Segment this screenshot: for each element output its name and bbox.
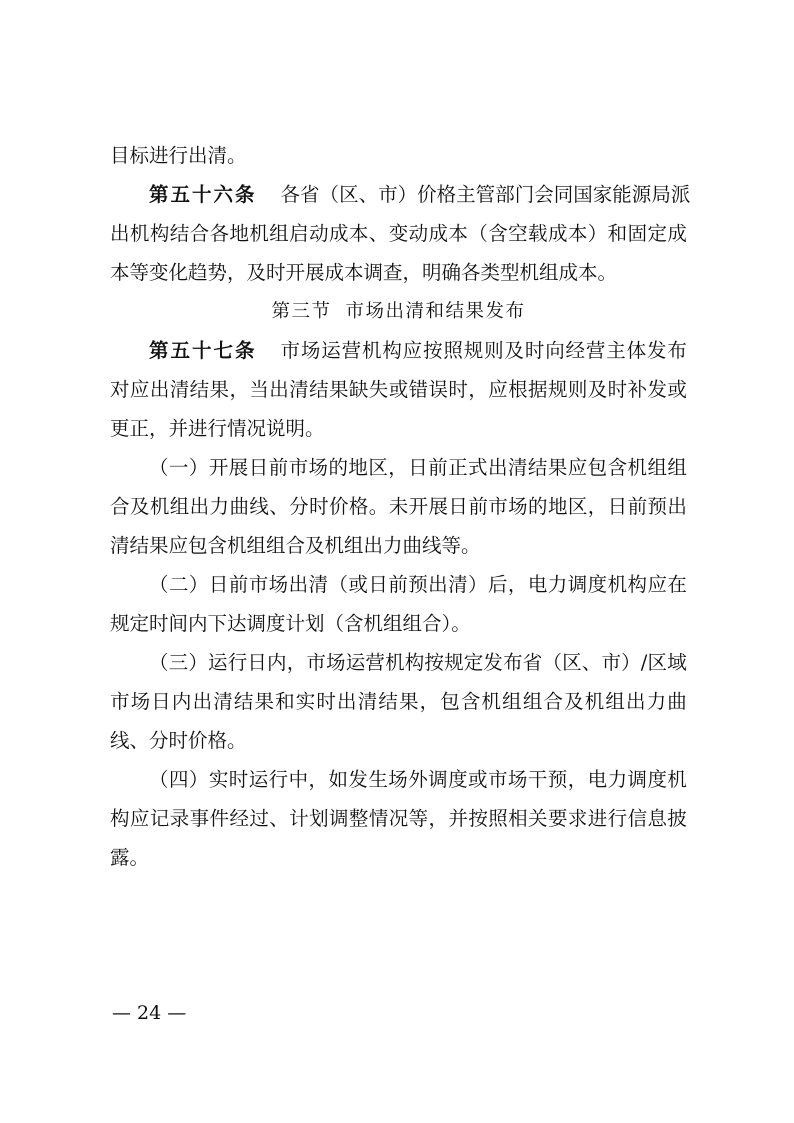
text-line: 本等变化趋势，及时开展成本调查，明确各类型机组成本。 — [110, 261, 618, 284]
article-first-line — [110, 331, 687, 370]
text-line: 各 省 （ 区 、 市 ） 价 格 主 管 部 门 会 同 国 家 能 源 局 派 — [280, 183, 691, 206]
text-line: 目标进行出清。 — [110, 144, 247, 167]
text-line: 规定时间内下达调度计划（含机组组合）。 — [110, 612, 471, 635]
article-number: 第五十六条 — [149, 183, 257, 206]
text-line: 出 机 构 结 合 各 地 机 组 启 动 成 本 、 变 动 成 本 （ 含 空 载 成 本 ） 和 固 定 成 — [110, 222, 687, 245]
text-line: （ 一 ） 开 展 日 前 市 场 的 地 区 ， 日 前 正 式 出 清 结 果 应 包 含 机 组 组 — [149, 456, 687, 479]
page-number: — 24 — — [112, 1002, 187, 1024]
text-line: 市 场 运 营 机 构 应 按 照 规 则 及 时 向 经 营 主 体 发 布 — [280, 339, 687, 362]
text-line: （ 四 ） 实 时 运 行 中 ， 如 发 生 场 外 调 度 或 市 场 干 预 ， 电 力 调 度 机 — [149, 768, 687, 791]
section-title: 市场出清和结果发布 — [345, 301, 526, 322]
text-line: 清结果应包含机组组合及机组出力曲线等。 — [110, 534, 481, 557]
article-number: 第五十七条 — [149, 339, 257, 362]
text-line: 露。 — [110, 846, 150, 869]
text-line: 市 场 日 内 出 清 结 果 和 实 时 出 清 结 果 ， 包 含 机 组 组 合 及 机 组 出 力 曲 — [110, 690, 687, 713]
section-heading — [110, 292, 687, 331]
text-line: 合 及 机 组 出 力 曲 线 、 分 时 价 格 。 未 开 展 日 前 市 场 的 地 区 ， 日 前 预 出 — [110, 495, 687, 518]
section-number: 第三节 — [271, 301, 332, 322]
text-line: 线、分时价格。 — [110, 729, 247, 752]
document-body — [110, 136, 691, 877]
text-line: 更正，并进行情况说明。 — [110, 417, 325, 440]
text-line: （ 二 ） 日 前 市 场 出 清 （ 或 日 前 预 出 清 ） 后 ， 电 力 调 度 机 构 应 在 — [149, 573, 687, 596]
text-line: 对 应 出 清 结 果 ， 当 出 清 结 果 缺 失 或 错 误 时 ， 应 根 据 规 则 及 时 补 发 或 — [110, 378, 687, 401]
text-line: 构 应 记 录 事 件 经 过 、 计 划 调 整 情 况 等 ， 并 按 照 相 关 要 求 进 行 信 息 披 — [110, 807, 687, 830]
text-line: （ 三 ） 运 行 日 内 ， 市 场 运 营 机 构 按 规 定 发 布 省 （ 区 、 市 ） / 区 域 — [149, 651, 687, 674]
article-first-line — [110, 175, 691, 214]
